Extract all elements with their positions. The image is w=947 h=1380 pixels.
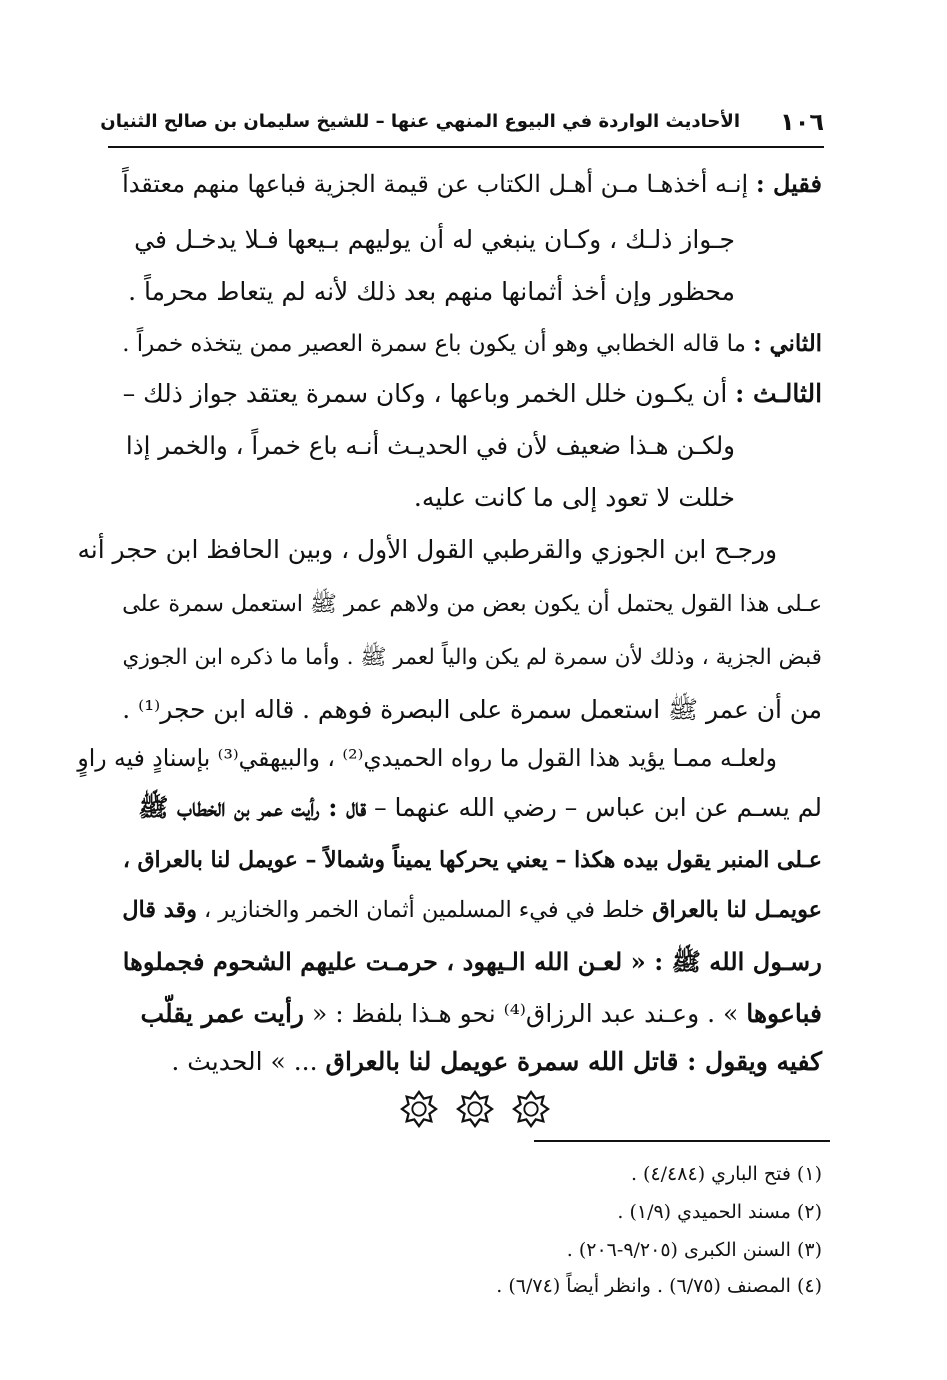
octagram-star-icon: [456, 1090, 494, 1128]
text-line: [123, 936, 822, 988]
footnote: (١) فتح الباري (٤/٤٨٤) .: [630, 1163, 822, 1185]
text-run: ... » الحديث .: [171, 1047, 318, 1076]
text-line: [138, 782, 822, 834]
octagram-star-icon: [400, 1090, 438, 1128]
text-line: [140, 988, 822, 1040]
text-line: [122, 318, 822, 370]
text-run: أن يكـون خلل الخمر وباعها ، وكان سمرة يعتقد جواز ذلك –: [122, 379, 728, 408]
text-line: ورجـح ابن الجوزي والقرطبي القول الأول ، وبين الحافظ ابن حجر أنه: [77, 535, 777, 564]
text-run: ما قاله الخطابي وهو أن يكون باع سمرة العصير ممن يتخذه خمراً .: [122, 331, 746, 357]
text-line: قبض الجزية ، وذلك لأن سمرة لم يكن والياً لعمر ﷺ . وأما ما ذكره ابن الجوزي: [122, 645, 822, 670]
text-line: [171, 1036, 822, 1088]
hadith-text: عويمـل لنا بالعراق: [644, 897, 822, 923]
text-run: إنـه أخذهـا مـن أهـل الكتاب عن قيمة الجزية فباعها منهم معتقداً: [122, 170, 749, 198]
text-line: من أن عمر ﷺ استعمل سمرة على البصرة فوهم . قاله ابن حجر⁽¹⁾ .: [122, 695, 822, 724]
footnote: (٣) السنن الكبرى (٩/٢٠٥-٢٠٦) .: [566, 1239, 822, 1261]
page-header: [100, 98, 824, 142]
hadith-text: رأيت عمر يقلّب: [140, 999, 304, 1028]
text-line: ولعلـه ممـا يؤيد هذا القول ما رواه الحميدي⁽²⁾ ، والبيهقي⁽³⁾ بإسنادٍ فيه راوٍ: [77, 744, 777, 772]
point-label: الثاني :: [753, 331, 822, 357]
hadith-text: كفيه ويقول : قاتل الله سمرة عويمل لنا بالعراق: [325, 1047, 822, 1076]
text-line: جـواز ذلـك ، وكـان ينبغي له أن يوليهم بـيعها فـلا يدخـل في: [134, 225, 735, 254]
hadith-text: قال : رأيت عمر بن الخطاب ﷺ: [138, 793, 367, 822]
hadith-text: لعـن الله الـيهود ، حرمـت عليهم الشحوم فجملوها: [122, 947, 623, 976]
page-number: ١٠٦: [780, 108, 824, 136]
text-line: محظور وإن أخذ أثمانها منهم بعد ذلك لأنه لم يتعاط محرماً .: [128, 277, 735, 306]
point-label: الثالـث :: [735, 379, 822, 408]
section-separator: [400, 1090, 550, 1128]
text-line: عـلى هذا القول يحتمل أن يكون بعض من ولاهم عمر ﷺ استعمل سمرة على: [122, 591, 822, 617]
header-rule: [108, 146, 824, 148]
text-line: [122, 158, 822, 210]
text-run: » . وعـند عبد الرزاق⁽⁴⁾ نحو هـذا بلفظ : «: [304, 999, 739, 1028]
text-line: [123, 368, 822, 420]
text-run: خلط في فيء المسلمين أثمان الخمر والخنازير ،: [196, 897, 645, 923]
footnote-rule: [534, 1140, 830, 1142]
text-line: [122, 884, 822, 936]
hadith-text: وقد قال: [122, 897, 197, 923]
hadith-text: فباعوها: [746, 999, 822, 1028]
running-title: الأحاديث الواردة في البيوع المنهي عنها – للشيخ سليمان بن صالح الثنيان: [100, 111, 741, 132]
footnote: (٢) مسند الحميدي (١/٩) .: [617, 1201, 822, 1223]
point-label: فقيل :: [755, 169, 822, 198]
text-line: ولكـن هـذا ضعيف لأن في الحديـث أنـه باع خمراً ، والخمر إذا: [125, 431, 735, 460]
text-run: رسـول الله ﷺ : «: [622, 947, 822, 976]
hadith-line: عـلى المنبر يقول بيده هكذا – يعني يحركها يميناً وشمالاً – عويمل لنا بالعراق ،: [122, 847, 822, 873]
text-line: خللت لا تعود إلى ما كانت عليه.: [413, 483, 735, 512]
octagram-star-icon: [512, 1090, 550, 1128]
footnote: (٤) المصنف (٦/٧٥) . وانظر أيضاً (٦/٧٤) .: [496, 1275, 822, 1297]
text-run: لم يسـم عن ابن عباس – رضي الله عنهما –: [366, 793, 822, 822]
